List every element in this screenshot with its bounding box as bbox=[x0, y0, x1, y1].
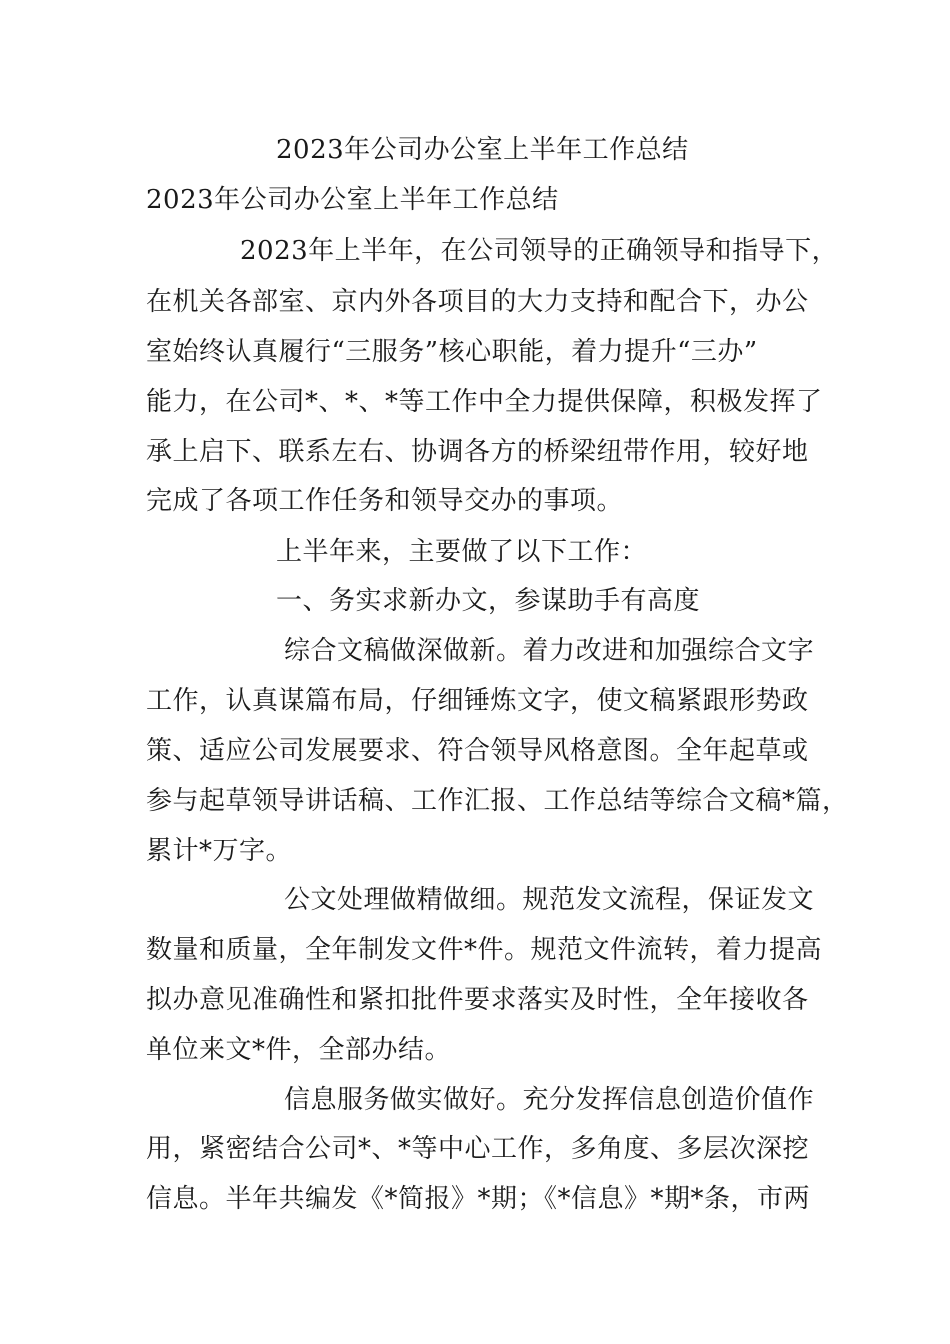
section-heading: 一、务实求新办文，参谋助手有高度 bbox=[276, 586, 701, 616]
body-line: 在机关各部室、京内外各项目的大力支持和配合下，办公 bbox=[146, 287, 809, 317]
body-line: 参与起草领导讲话稿、工作汇报、工作总结等综合文稿*篇， bbox=[146, 786, 849, 816]
body-line: 完成了各项工作任务和领导交办的事项。 bbox=[146, 486, 624, 516]
body-line: 综合文稿做深做新。着力改进和加强综合文字 bbox=[284, 636, 815, 666]
body-line: 公文处理做精做细。规范发文流程，保证发文 bbox=[284, 885, 815, 915]
body-line: 数量和质量，全年制发文件*件。规范文件流转，着力提高 bbox=[146, 935, 823, 965]
body-line: 工作，认真谋篇布局，仔细锤炼文字，使文稿紧跟形势政 bbox=[146, 686, 809, 716]
body-line: 用，紧密结合公司*、*等中心工作，多角度、多层次深挖 bbox=[146, 1134, 810, 1164]
body-line: 单位来文*件，全部办结。 bbox=[146, 1035, 452, 1065]
body-line: 能力，在公司*、*、*等工作中全力提供保障，积极发挥了 bbox=[146, 387, 823, 417]
body-line: 策、适应公司发展要求、符合领导风格意图。全年起草或 bbox=[146, 736, 809, 766]
document-subtitle: 2023年公司办公室上半年工作总结 bbox=[146, 185, 559, 215]
body-line: 累计*万字。 bbox=[146, 836, 293, 866]
body-line: 室始终认真履行“三服务”核心职能，着力提升“三办” bbox=[146, 337, 758, 367]
body-line: 承上启下、联系左右、协调各方的桥梁纽带作用，较好地 bbox=[146, 437, 809, 467]
body-line: 信息服务做实做好。充分发挥信息创造价值作 bbox=[284, 1085, 815, 1115]
body-line: 2023年上半年，在公司领导的正确领导和指导下， bbox=[240, 236, 839, 266]
body-line: 信息。半年共编发《*简报》*期；《*信息》*期*条，市两 bbox=[146, 1184, 811, 1214]
body-line: 拟办意见准确性和紧扣批件要求落实及时性，全年接收各 bbox=[146, 985, 809, 1015]
document-title: 2023年公司办公室上半年工作总结 bbox=[276, 135, 689, 165]
body-line: 上半年来，主要做了以下工作： bbox=[276, 537, 648, 567]
